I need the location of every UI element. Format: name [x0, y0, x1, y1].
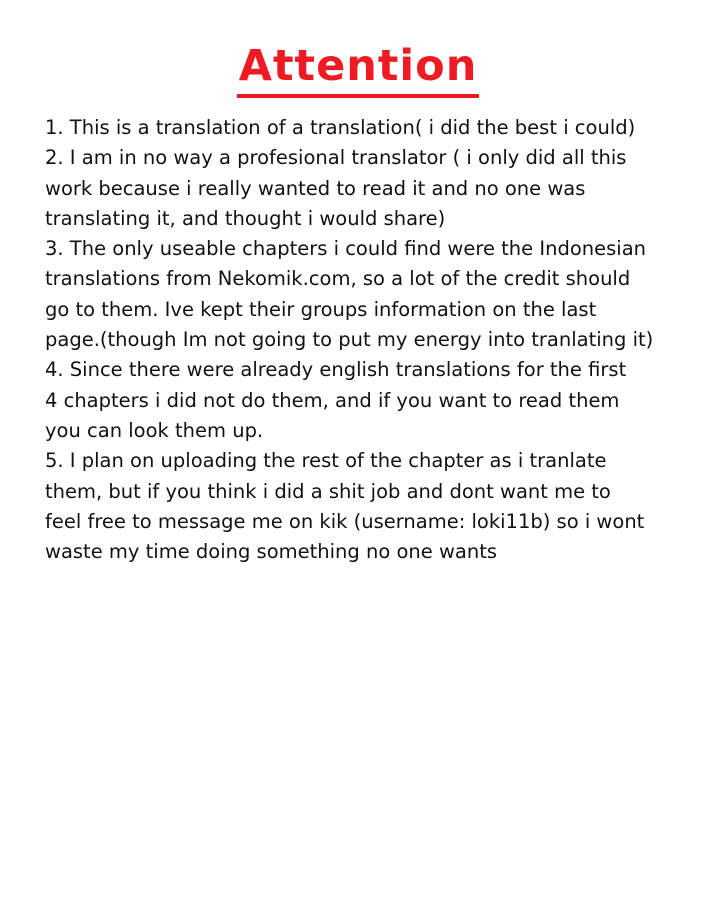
note-line: 3. The only useable chapters i could find were the Indonesian	[45, 237, 647, 261]
note-line: work because i really wanted to read it and no one was	[45, 176, 586, 200]
note-line: feel free to message me on kik (username: loki11b) so i wont	[45, 509, 645, 533]
note-line: 4 chapters i did not do them, and if you want to read them	[45, 388, 620, 412]
note-line: translating it, and thought i would share)	[45, 206, 446, 230]
page-title: Attention	[237, 38, 480, 98]
note-line: them, but if you think i did a shit job and dont want me to	[45, 479, 611, 503]
note-line: waste my time doing something no one wants	[45, 540, 498, 564]
note-line: 1. This is a translation of a translation( i did the best i could)	[45, 116, 636, 139]
note-line: page.(though Im not going to put my energy into tranlating it)	[45, 328, 654, 352]
note-line: go to them. Ive kept their groups information on the last	[45, 297, 597, 321]
note-line: 4. Since there were already english translations for the first	[45, 358, 627, 382]
notes-body	[45, 113, 685, 567]
title-container	[0, 38, 716, 98]
note-line: you can look them up.	[45, 418, 264, 442]
note-line: 2. I am in no way a profesional translator ( i only did all this	[45, 146, 627, 170]
note-line: 5. I plan on uploading the rest of the chapter as i tranlate	[45, 449, 607, 473]
note-line: translations from Nekomik.com, so a lot of the credit should	[45, 267, 631, 291]
